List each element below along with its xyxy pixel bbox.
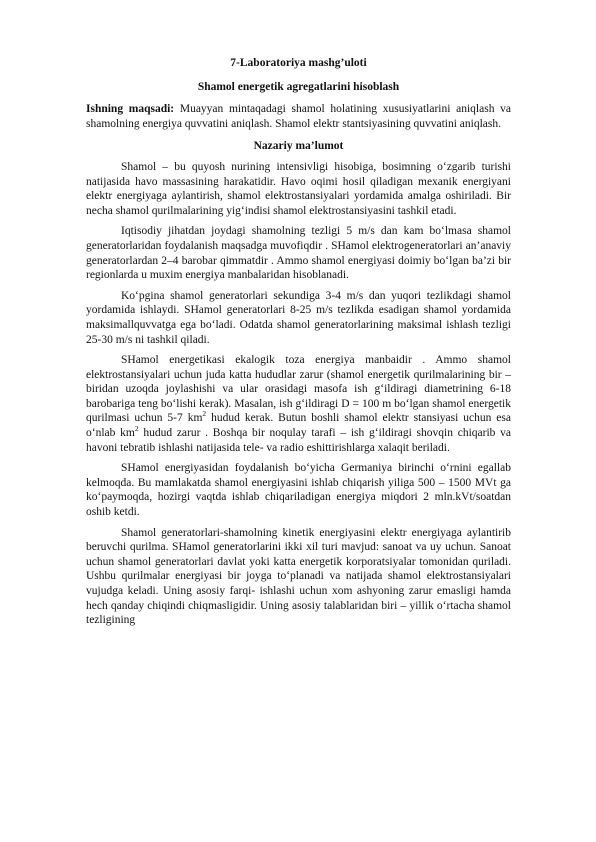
goal-paragraph — [86, 102, 511, 131]
superscript-2: 2 — [202, 409, 207, 419]
paragraph-4-part-1: SHamol energetikasi ekalogik toza energiya manbaidir . Ammo shamol elektrostansiyalari uchun juda katta hududlar zarur (shamol energetik qurilmalarining bir – biridan uzoqda joylashishi va ular orasidagi masofa ish g‘ildiragi diametrining 6-18 barobariga teng bo‘lishi kerak). Masalan, ish g‘ildiragi D = 100 m bo‘lgan shamol energetik qurilmasi uchun 5-7 km — [86, 354, 511, 425]
section-title: Nazariy ma’lumot — [253, 140, 344, 153]
paragraph-1: Shamol – bu quyosh nurining intensivligi hisobiga, bosimning o‘zgarib turishi natijasida havo massasining harakatidir. Havo oqimi hosil qiladigan mexanik energiyani elektr energiyaga aylantirish, shamol elektrostansiyalari yordamida amalga oshiriladi. Bir necha shamol qurilmalarining yig‘indisi shamol elektrostansiyasini tashkil etadi. — [86, 160, 511, 217]
document-title: 7-Laboratoriya mashg’uloti — [230, 57, 367, 69]
paragraph-4-part-2: hudud kerak. Butun boshli shamol elektr stansiyasi uchun esa o‘nlab km — [86, 412, 511, 440]
paragraph-4 — [86, 353, 511, 455]
goal-label: Ishning maqsadi: — [86, 103, 175, 116]
paragraph-3: Ko‘pgina shamol generatorlari sekundiga 3-4 m/s dan yuqori tezlikdagi shamol yordamida ishlaydi. SHamol generatorlari 8-25 m/s tezlikda esadigan shamol yordamida maksimallquvvatga ega bo‘ladi. Odatda shamol generatorlarining maksimal ishlash tezligi 25-30 m/s ni tashkil qiladi. — [86, 289, 511, 346]
document-subtitle: Shamol energetik agregatlarini hisoblash — [197, 80, 400, 93]
goal-text: Muayyan mintaqadagi shamol holatining xususiyatlarini aniqlash va shamolning energiya quvvatini aniqlash. Shamol elektr stantsiyasining quvvatini aniqlash. — [86, 103, 511, 130]
superscript-2: 2 — [134, 424, 139, 434]
paragraph-5: SHamol energiyasidan foydalanish bo‘yicha Germaniya birinchi o‘rnini egallab kelmoqda. Bu mamlakatda shamol energiyasini ishlab chiqarish yiliga 500 – 1500 MVt ga ko‘paymoqda, hozirgi vaqtda ishlab chiqariladigan energiya miqdori 2 mln.kVt/soatdan oshib ketdi. — [86, 462, 511, 519]
document-page — [86, 56, 511, 634]
paragraph-4-part-3: hudud zarur . Boshqa bir noqulay tarafi – ish g‘ildiragi shovqin chiqarib va havoni tebratib ishlashi natijasida tele- va radio eshittirishlarga xalaqit beriladi. — [86, 427, 511, 454]
paragraph-2: Iqtisodiy jihatdan joydagi shamolning tezligi 5 m/s dan kam bo‘lmasa shamol generatorlaridan foydalanish maqsadga muvofiqdir . SHamol elektrogeneratorlari an’anaviy generatorlardan 2–4 barobar qimmatdir . Ammo shamol energiyasi doimiy bo‘lgan ba’zi bir regionlarda u muxim energiya manbalaridan hisoblanadi. — [86, 225, 511, 282]
paragraph-6: Shamol generatorlari-shamolning kinetik energiyasini elektr energiyaga aylantirib beruvchi qurilma. SHamol generatorlarini ikki xil turi mavjud: sanoat va uy uchun. Sanoat uchun shamol generatorlari davlat yoki katta energetik korporatsiyalar tomonidan quriladi. Ushbu qurilmalar energiyasi bir joyga to‘planadi va natijada shamol elektrostansiyalari vujudga keladi. Uning asosiy farqi- ishlashi uchun xom ashyoning zarur emasligi hamda hech qanday chiqindi chiqmasligidir. Uning asosiy talablaridan biri – yillik o‘rtacha shamol tezligining — [86, 526, 511, 627]
